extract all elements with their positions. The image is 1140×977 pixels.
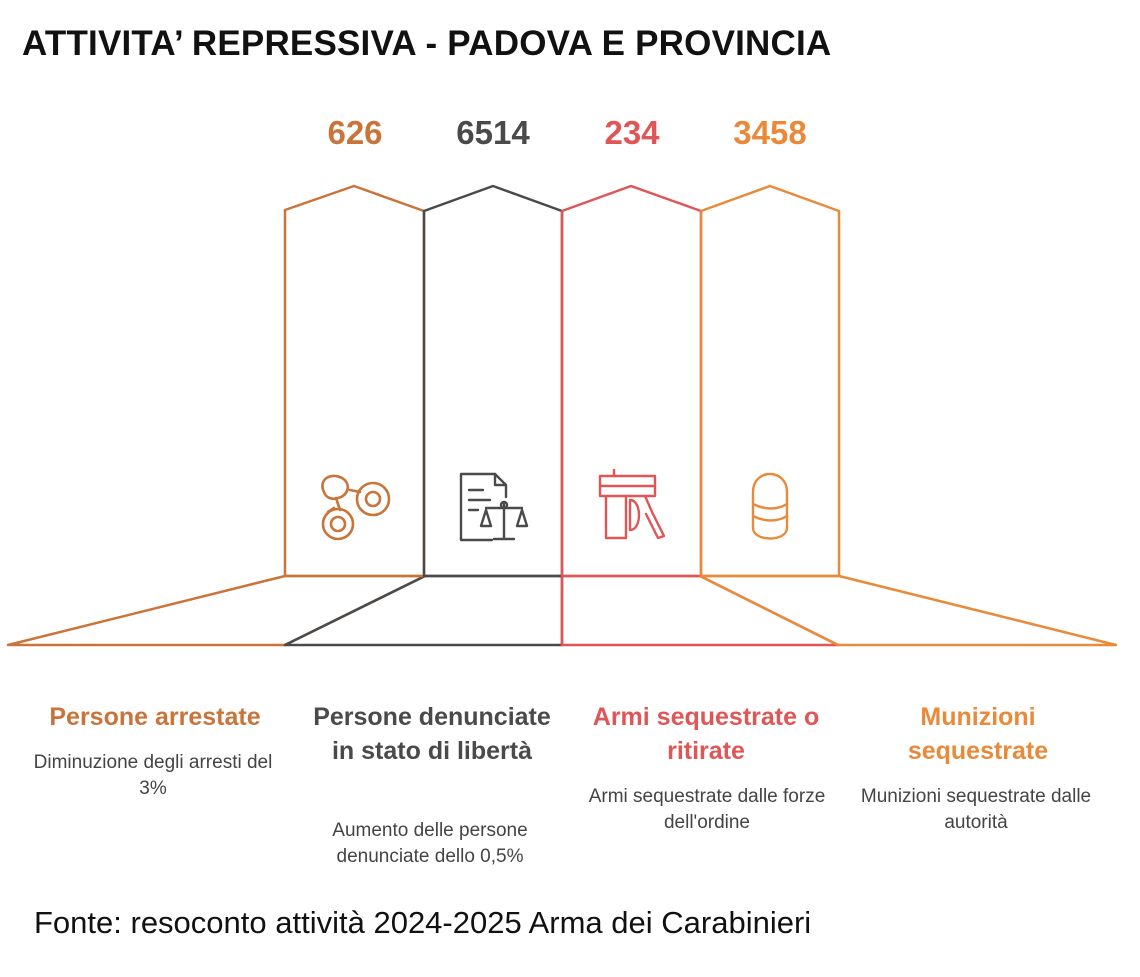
base-arrestate (8, 576, 425, 645)
desc-munizioni: Munizioni sequestrate dalle autorità (860, 786, 1092, 833)
desc-armi: Armi sequestrate dalle forze dell'ordine (588, 786, 826, 833)
column-arrestate (285, 186, 424, 576)
label-munizioni: Munizioni sequestrate (907, 703, 1049, 765)
value-armi: 234 (604, 114, 660, 151)
value-munizioni: 3458 (733, 114, 807, 151)
weapon-icon (600, 470, 664, 538)
label-denunciate: Persone denunciate in stato di libertà (313, 703, 551, 765)
source-note: Fonte: resoconto attività 2024-2025 Arma dei Carabinieri (34, 905, 812, 940)
label-armi: Armi sequestrate o ritirate (592, 703, 820, 765)
handcuffs-icon (322, 476, 389, 539)
column-denunciate (424, 186, 562, 576)
legal-document-scales-icon (461, 474, 527, 540)
value-denunciate: 6514 (456, 114, 530, 151)
page-title: ATTIVITA’ REPRESSIVA - PADOVA E PROVINCIA (22, 24, 832, 63)
base-munizioni (700, 576, 1116, 645)
column-munizioni (701, 186, 839, 576)
desc-denunciate: Aumento delle persone denunciate dello 0,5% (332, 820, 528, 867)
column-armi (562, 186, 701, 576)
value-arrestate: 626 (327, 114, 383, 151)
desc-arrestate: Diminuzione degli arresti del 3% (33, 752, 273, 799)
base-denunciate (285, 576, 562, 645)
base-armi (562, 576, 838, 645)
label-arrestate: Persone arrestate (49, 703, 261, 731)
bullet-icon (753, 474, 787, 539)
